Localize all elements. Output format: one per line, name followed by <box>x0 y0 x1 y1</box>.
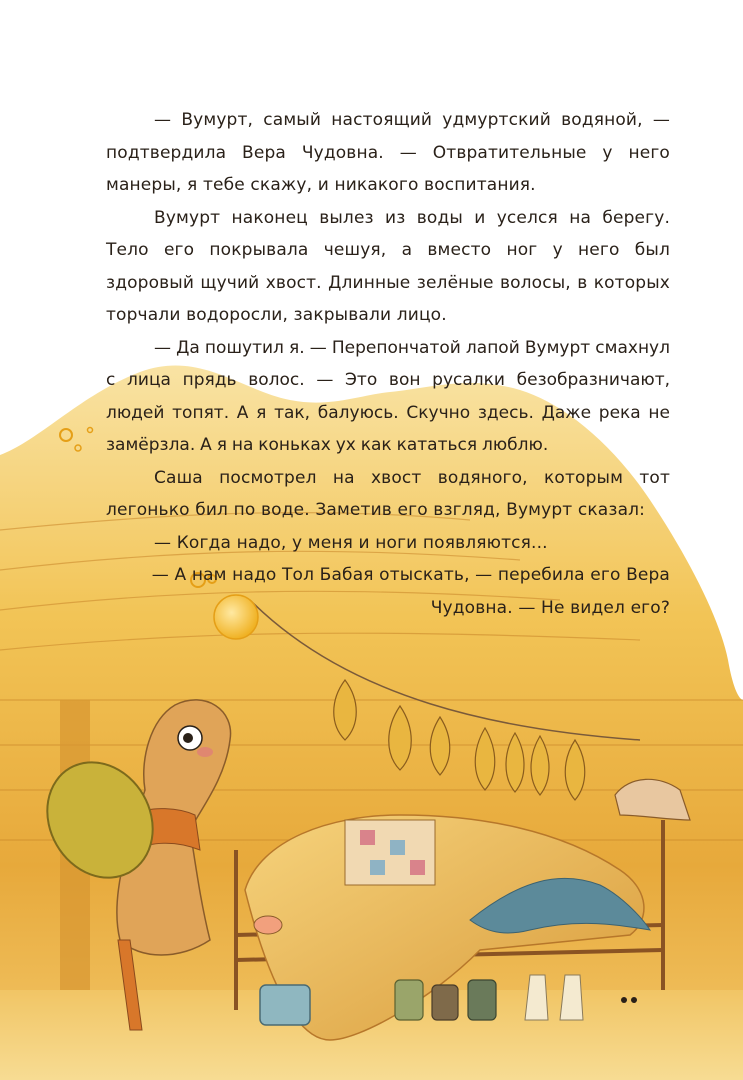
paragraph: — А нам надо Тол Бабая отыскать, — перебила его Вера Чудовна. — Не видел его? <box>151 565 670 618</box>
story-text <box>106 104 670 624</box>
vumurt-foot <box>254 916 282 934</box>
paragraph: Саша посмотрел на хвост водяного, которым тот легонько бил по воде. Заметив его взгляд, Вумурт сказал: <box>106 467 670 520</box>
quilt-patch <box>345 820 435 885</box>
paragraph: — Да пошутил я. — Перепончатой лапой Вумурт смахнул с лица прядь волос. — Это вон русалки безобразничают, людей топят. А я так, балуюсь. Скучно здесь. Даже река не замёрзла. А я на коньках ух как кататься люблю. <box>106 337 670 455</box>
paragraph: — Когда надо, у меня и ноги появляются... <box>154 532 548 553</box>
paragraph: Вумурт наконец вылез из воды и уселся на берегу. Тело его покрывала чешуя, а вместо ног у него был здоровый щучий хвост. Длинные зелёные волосы, в которых торчали водоросли, закрывали лицо. <box>106 207 670 325</box>
paragraph: — Вумурт, самый настоящий удмуртский водяной, — подтвердила Вера Чудовна. — Отвратительные у него манеры, я тебе скажу, и никакого воспитания. <box>106 110 670 195</box>
